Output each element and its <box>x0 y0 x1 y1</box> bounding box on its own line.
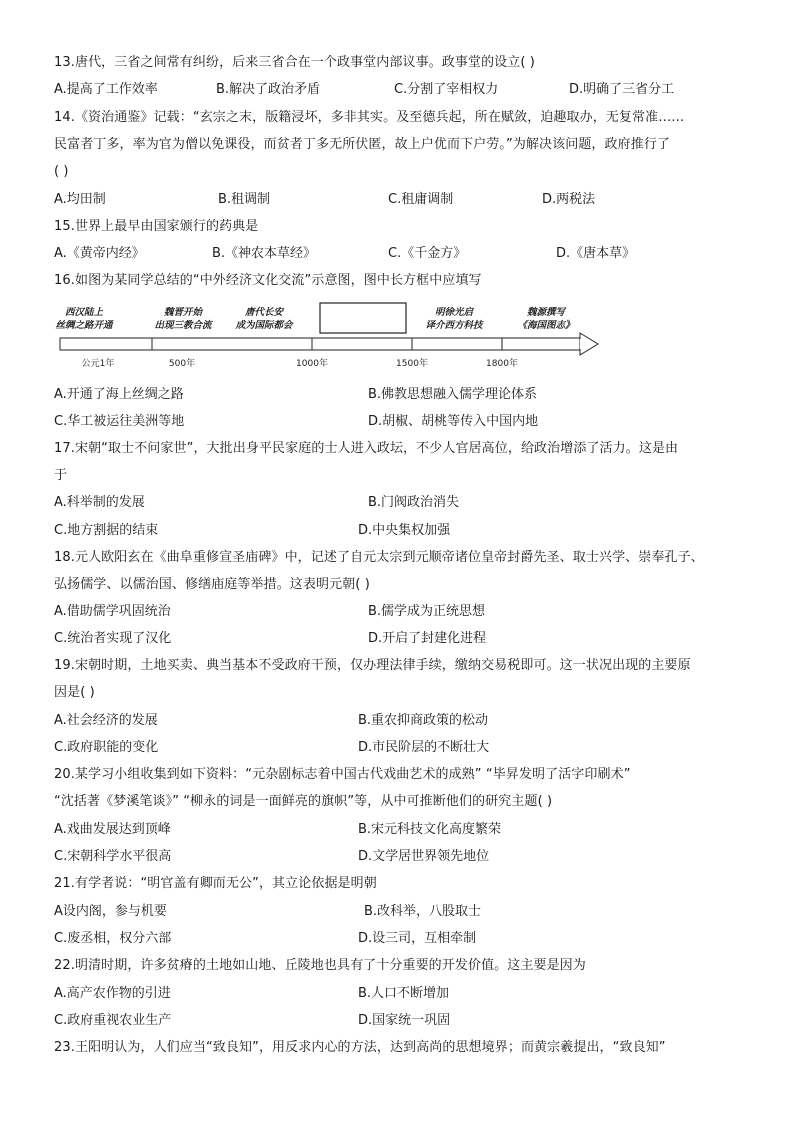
q22-option-a: A.高产农作物的引进 <box>54 986 171 1001</box>
q18-option-c: C.统治者实现了汉化 <box>54 631 172 646</box>
timeline-tick-5: 1800年 <box>486 359 518 369</box>
timeline-tick-3: 1000年 <box>296 359 328 369</box>
q17-option-c: C.地方割据的结束 <box>54 523 159 538</box>
timeline-tick-2: 500年 <box>168 359 196 369</box>
timeline-event-2-line2: 出现三教合流 <box>154 320 212 331</box>
q22-option-b: B.人口不断增加 <box>358 986 450 1001</box>
q15-option-d: D.《唐本草》 <box>556 246 636 261</box>
q20-option-b: B.宋元科技文化高度繁荣 <box>358 822 502 837</box>
timeline-event-3-line1: 唐代长安 <box>244 307 284 318</box>
q18-option-a: A.借助儒学巩固统治 <box>54 604 171 619</box>
q21-option-c: C.废丞相，权分六部 <box>54 931 172 946</box>
q16-option-c: C.华工被运往美洲等地 <box>54 414 185 429</box>
timeline-event-4-line1: 明徐光启 <box>434 307 474 318</box>
q22-option-d: D.国家统一巩固 <box>358 1013 451 1028</box>
timeline-event-1-line1: 西汉陆上 <box>64 307 104 318</box>
q13-option-b: B.解决了政治矛盾 <box>216 82 321 97</box>
timeline-tick-1: 公元1年 <box>81 359 115 369</box>
q22-option-c: C.政府重视农业生产 <box>54 1013 172 1028</box>
timeline-event-5-line1: 魏源撰写 <box>526 307 566 318</box>
q15-option-a: A.《黄帝内经》 <box>54 246 145 261</box>
timeline-event-2-line1: 魏晋开始 <box>163 307 203 318</box>
question-14-stem-line3: ( ) <box>54 164 69 179</box>
q16-option-a: A.开通了海上丝绸之路 <box>54 387 184 402</box>
question-19-stem-line1: 19.宋朝时期，土地买卖、典当基本不受政府干预，仅办理法律手续，缴纳交易税即可。这一状况出现的主要原 <box>54 658 691 673</box>
question-14-stem-line1: 14.《资治通鉴》记载：“玄宗之末，版籍浸坏，多非其实。及至德兵起，所在赋敛，迫趣取办，无复常准…… <box>54 110 685 125</box>
q18-option-b: B.儒学成为正统思想 <box>368 604 486 619</box>
q13-option-a: A.提高了工作效率 <box>54 82 158 97</box>
question-13-stem: 13.唐代，三省之间常有纠纷，后来三省合在一个政事堂内部议事。政事堂的设立( ) <box>54 55 535 70</box>
q16-option-b: B.佛教思想融入儒学理论体系 <box>368 387 538 402</box>
q20-option-d: D.文学居世界领先地位 <box>358 849 490 864</box>
q14-option-b: B.租调制 <box>218 192 271 207</box>
question-23-stem: 23.王阳明认为，人们应当“致良知”，用反求内心的方法，达到高尚的思想境界；而黄宗羲提出，“致良知” <box>54 1040 666 1055</box>
timeline-event-4-line2: 译介西方科技 <box>425 320 483 331</box>
question-20-stem-line2: “沈括著《梦溪笔谈》” “柳永的词是一面鲜亮的旗帜”等，从中可推断他们的研究主题( ) <box>54 794 553 809</box>
q19-option-c: C.政府职能的变化 <box>54 740 159 755</box>
question-17-stem-line2: 于 <box>54 468 68 483</box>
q17-option-a: A.科举制的发展 <box>54 495 145 510</box>
question-14-stem-line2: 民富者丁多，率为官为僧以免课役，而贫者丁多无所伏匿，故上户优而下户劳。”为解决该问题，政府推行了 <box>54 137 671 152</box>
timeline-event-3-line2: 成为国际都会 <box>235 320 293 331</box>
q20-option-a: A.戏曲发展达到顶峰 <box>54 822 171 837</box>
q14-option-a: A.均田制 <box>54 192 106 207</box>
q17-option-b: B.门阀政治消失 <box>368 495 460 510</box>
q14-option-d: D.两税法 <box>542 192 596 207</box>
q21-option-d: D.设三司，互相牵制 <box>358 931 477 946</box>
timeline-tick-4: 1500年 <box>396 359 428 369</box>
question-19-stem-line2: 因是( ) <box>54 685 95 700</box>
exchange-timeline-diagram <box>54 294 606 374</box>
question-21-stem: 21.有学者说：“明官盖有卿而无公”，其立论依据是明朝 <box>54 876 377 891</box>
blank-answer-box <box>320 303 406 333</box>
q21-option-a: A设内阁，参与机要 <box>54 904 167 919</box>
q19-option-d: D.市民阶层的不断壮大 <box>358 740 490 755</box>
question-22-stem: 22.明清时期，许多贫瘠的土地如山地、丘陵地也具有了十分重要的开发价值。这主要是因为 <box>54 958 586 973</box>
timeline-event-5-line2: 《海国图志》 <box>517 320 575 331</box>
q15-option-b: B.《神农本草经》 <box>212 246 317 261</box>
timeline-axis-arrow <box>580 333 598 355</box>
question-16-stem: 16.如图为某同学总结的“中外经济文化交流”示意图，图中长方框中应填写 <box>54 273 482 288</box>
q13-option-c: C.分割了宰相权力 <box>394 82 499 97</box>
question-17-stem-line1: 17.宋朝“取士不问家世”，大批出身平民家庭的士人进入政坛，不少人官居高位，给政治增添了活力。这是由 <box>54 441 679 456</box>
q13-option-d: D.明确了三省分工 <box>569 82 675 97</box>
q15-option-c: C.《千金方》 <box>388 246 467 261</box>
question-20-stem-line1: 20.某学习小组收集到如下资料：“元杂剧标志着中国古代戏曲艺术的成熟” “毕昇发明了活字印刷术” <box>54 767 631 782</box>
question-18-stem-line1: 18.元人欧阳玄在《曲阜重修宣圣庙碑》中，记述了自元太宗到元顺帝诸位皇帝封爵先圣、取士兴学、崇奉孔子、 <box>54 550 704 565</box>
question-15-stem: 15.世界上最早由国家颁行的药典是 <box>54 219 259 234</box>
q17-option-d: D.中央集权加强 <box>358 523 451 538</box>
q21-option-b: B.改科举，八股取士 <box>364 904 482 919</box>
q18-option-d: D.开启了封建化进程 <box>368 631 487 646</box>
q16-option-d: D.胡椒、胡桃等传入中国内地 <box>368 414 539 429</box>
q19-option-b: B.重农抑商政策的松动 <box>358 713 489 728</box>
timeline-event-1-line2: 丝绸之路开通 <box>55 320 113 331</box>
q19-option-a: A.社会经济的发展 <box>54 713 158 728</box>
question-18-stem-line2: 弘扬儒学、以儒治国、修缮庙庭等举措。这表明元朝( ) <box>54 577 370 592</box>
q20-option-c: C.宋朝科学水平很高 <box>54 849 172 864</box>
q14-option-c: C.租庸调制 <box>388 192 454 207</box>
